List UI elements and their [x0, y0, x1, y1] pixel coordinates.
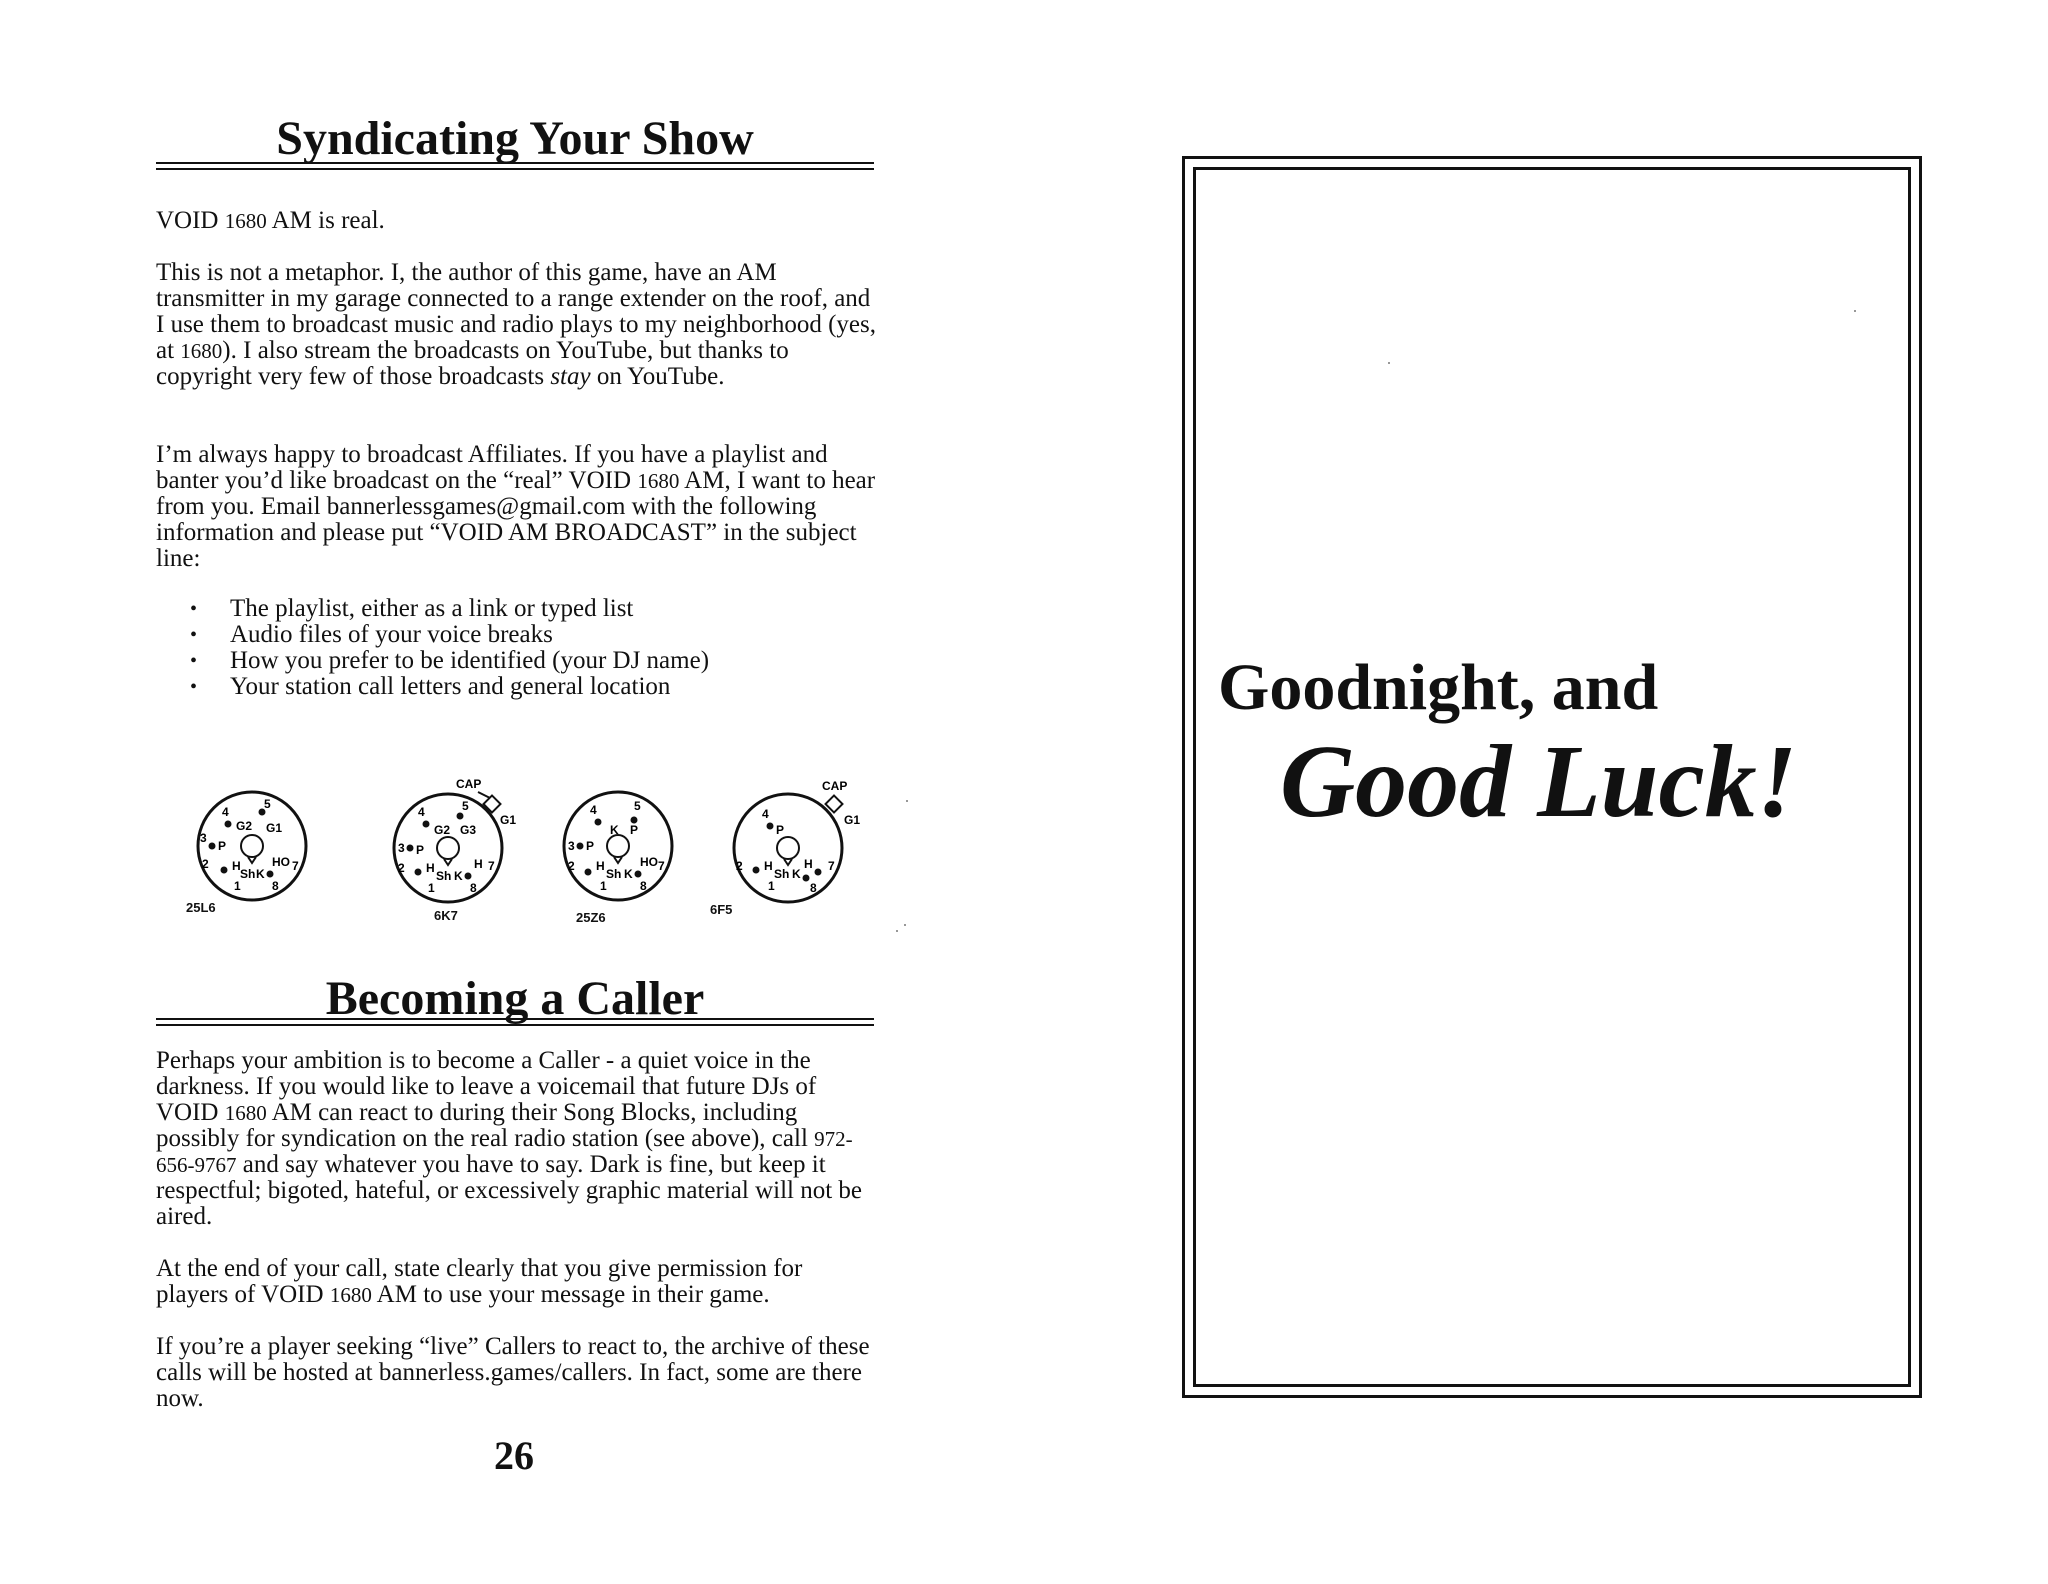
svg-text:HO: HO — [272, 855, 290, 869]
svg-text:7: 7 — [658, 859, 665, 873]
tube-label: 25L6 — [186, 900, 216, 915]
svg-text:H: H — [764, 859, 773, 873]
print-speck — [904, 924, 906, 926]
svg-text:G2: G2 — [434, 823, 451, 837]
print-speck — [1854, 310, 1856, 312]
svg-text:Sh: Sh — [436, 869, 452, 883]
svg-text:H: H — [232, 859, 241, 873]
svg-text:P: P — [776, 823, 785, 837]
paragraph-affiliates: I’m always happy to broadcast Affiliates. If you have a playlist and banter you’d like broadcast on the “real” VOID 1680 AM, I want to hear from you. Email bannerlessgames@gmail.com with the following information and please put “VOID AM BROADCAST” in the subject line: — [156, 441, 876, 572]
paragraph-void-is-real: VOID 1680 AM is real. — [156, 207, 385, 234]
paragraph-transmitter: This is not a metaphor. I, the author of this game, have an AM transmitter in my garage connected to a range extender on the roof, and I use them to broadcast music and radio plays to my neighborhood (yes, at 1680). I also stream the broadcasts on YouTube, but thanks to copyright very few of those broadcasts stay on YouTube. — [156, 259, 876, 390]
svg-text:1: 1 — [600, 879, 607, 893]
svg-text:Sh: Sh — [606, 867, 622, 881]
tube-diagram — [370, 778, 530, 938]
svg-text:1: 1 — [428, 881, 435, 895]
section-title-caller: Becoming a Caller — [325, 972, 705, 1025]
svg-text:7: 7 — [828, 859, 835, 873]
closing-line-goodnight: Goodnight, and — [1218, 651, 1659, 724]
print-speck — [1388, 362, 1390, 364]
svg-text:5: 5 — [264, 797, 271, 811]
tube-diagram — [540, 778, 700, 938]
svg-text:G3: G3 — [460, 823, 477, 837]
list-item: • The playlist, either as a link or typed list — [156, 596, 876, 622]
tube-socket-icon — [540, 778, 700, 938]
svg-text:CAP: CAP — [822, 779, 848, 793]
svg-text:8: 8 — [272, 879, 279, 893]
svg-text:8: 8 — [810, 881, 817, 895]
svg-text:2: 2 — [568, 859, 575, 873]
svg-text:G1: G1 — [266, 821, 283, 835]
svg-text:5: 5 — [634, 799, 641, 813]
list-item: • Your station call letters and general location — [156, 674, 876, 700]
svg-text:G1: G1 — [844, 813, 861, 827]
paragraph-become-caller: Perhaps your ambition is to become a Caller - a quiet voice in the darkness. If you would like to leave a voicemail that future DJs of VOID 1680 AM can react to during their Song Blocks, including possibly for syndication on the real radio station (see above), call 972-656-9767 and say whatever you have to say. Dark is fine, but keep it respectful; bigoted, hateful, or excessively graphic material will not be aired. — [156, 1047, 863, 1230]
tube-diagram-row — [180, 778, 880, 938]
tube-label: 6K7 — [434, 908, 458, 923]
svg-text:Sh: Sh — [774, 867, 790, 881]
svg-text:H: H — [804, 857, 813, 871]
svg-text:3: 3 — [398, 841, 405, 855]
svg-text:7: 7 — [292, 859, 299, 873]
svg-text:K: K — [454, 869, 463, 883]
svg-text:4: 4 — [590, 803, 597, 817]
svg-text:4: 4 — [222, 805, 229, 819]
svg-text:2: 2 — [202, 857, 209, 871]
print-speck — [906, 800, 908, 802]
section-title-syndicating: Syndicating Your Show — [276, 112, 754, 165]
svg-text:4: 4 — [418, 805, 425, 819]
svg-text:P: P — [218, 839, 227, 853]
print-speck — [896, 930, 898, 932]
svg-text:H: H — [596, 859, 605, 873]
svg-text:P: P — [416, 843, 425, 857]
svg-text:P: P — [630, 823, 639, 837]
svg-text:K: K — [256, 867, 265, 881]
svg-text:7: 7 — [488, 859, 495, 873]
svg-text:G1: G1 — [500, 813, 517, 827]
title-rule-caller — [156, 1018, 874, 1026]
svg-text:K: K — [610, 823, 619, 837]
svg-text:3: 3 — [200, 831, 207, 845]
svg-text:1: 1 — [768, 879, 775, 893]
tube-diagram — [180, 778, 340, 938]
tube-diagram — [710, 778, 870, 938]
svg-text:8: 8 — [470, 881, 477, 895]
tube-socket-icon — [370, 778, 550, 938]
svg-text:1: 1 — [234, 879, 241, 893]
tube-label: 6F5 — [710, 902, 733, 917]
svg-text:2: 2 — [736, 859, 743, 873]
svg-text:HO: HO — [640, 855, 658, 869]
svg-text:2: 2 — [398, 861, 405, 875]
page-number: 26 — [494, 1433, 534, 1478]
svg-text:5: 5 — [462, 799, 469, 813]
svg-text:4: 4 — [762, 807, 769, 821]
title-rule-syndicating — [156, 162, 874, 170]
svg-text:K: K — [792, 867, 801, 881]
svg-text:P: P — [586, 839, 595, 853]
svg-text:G2: G2 — [236, 819, 253, 833]
list-item: • Audio files of your voice breaks — [156, 622, 876, 648]
svg-text:H: H — [426, 861, 435, 875]
svg-text:K: K — [624, 867, 633, 881]
svg-text:3: 3 — [568, 839, 575, 853]
svg-text:8: 8 — [640, 879, 647, 893]
paragraph-permission: At the end of your call, state clearly that you give permission for players of VOID 1680 AM to use your message in their game. — [156, 1255, 803, 1308]
svg-text:H: H — [474, 857, 483, 871]
tube-label: 25Z6 — [576, 910, 606, 925]
closing-line-good-luck: Good Luck! — [1280, 724, 1798, 839]
paragraph-archive: If you’re a player seeking “live” Callers to react to, the archive of these calls will be hosted at bannerless.games/callers. In fact, some are there now. — [156, 1333, 870, 1412]
list-item: • How you prefer to be identified (your DJ name) — [156, 648, 876, 674]
submission-checklist — [156, 596, 876, 700]
svg-text:Sh: Sh — [240, 867, 256, 881]
tube-socket-icon — [710, 778, 880, 938]
svg-text:CAP: CAP — [456, 778, 482, 791]
